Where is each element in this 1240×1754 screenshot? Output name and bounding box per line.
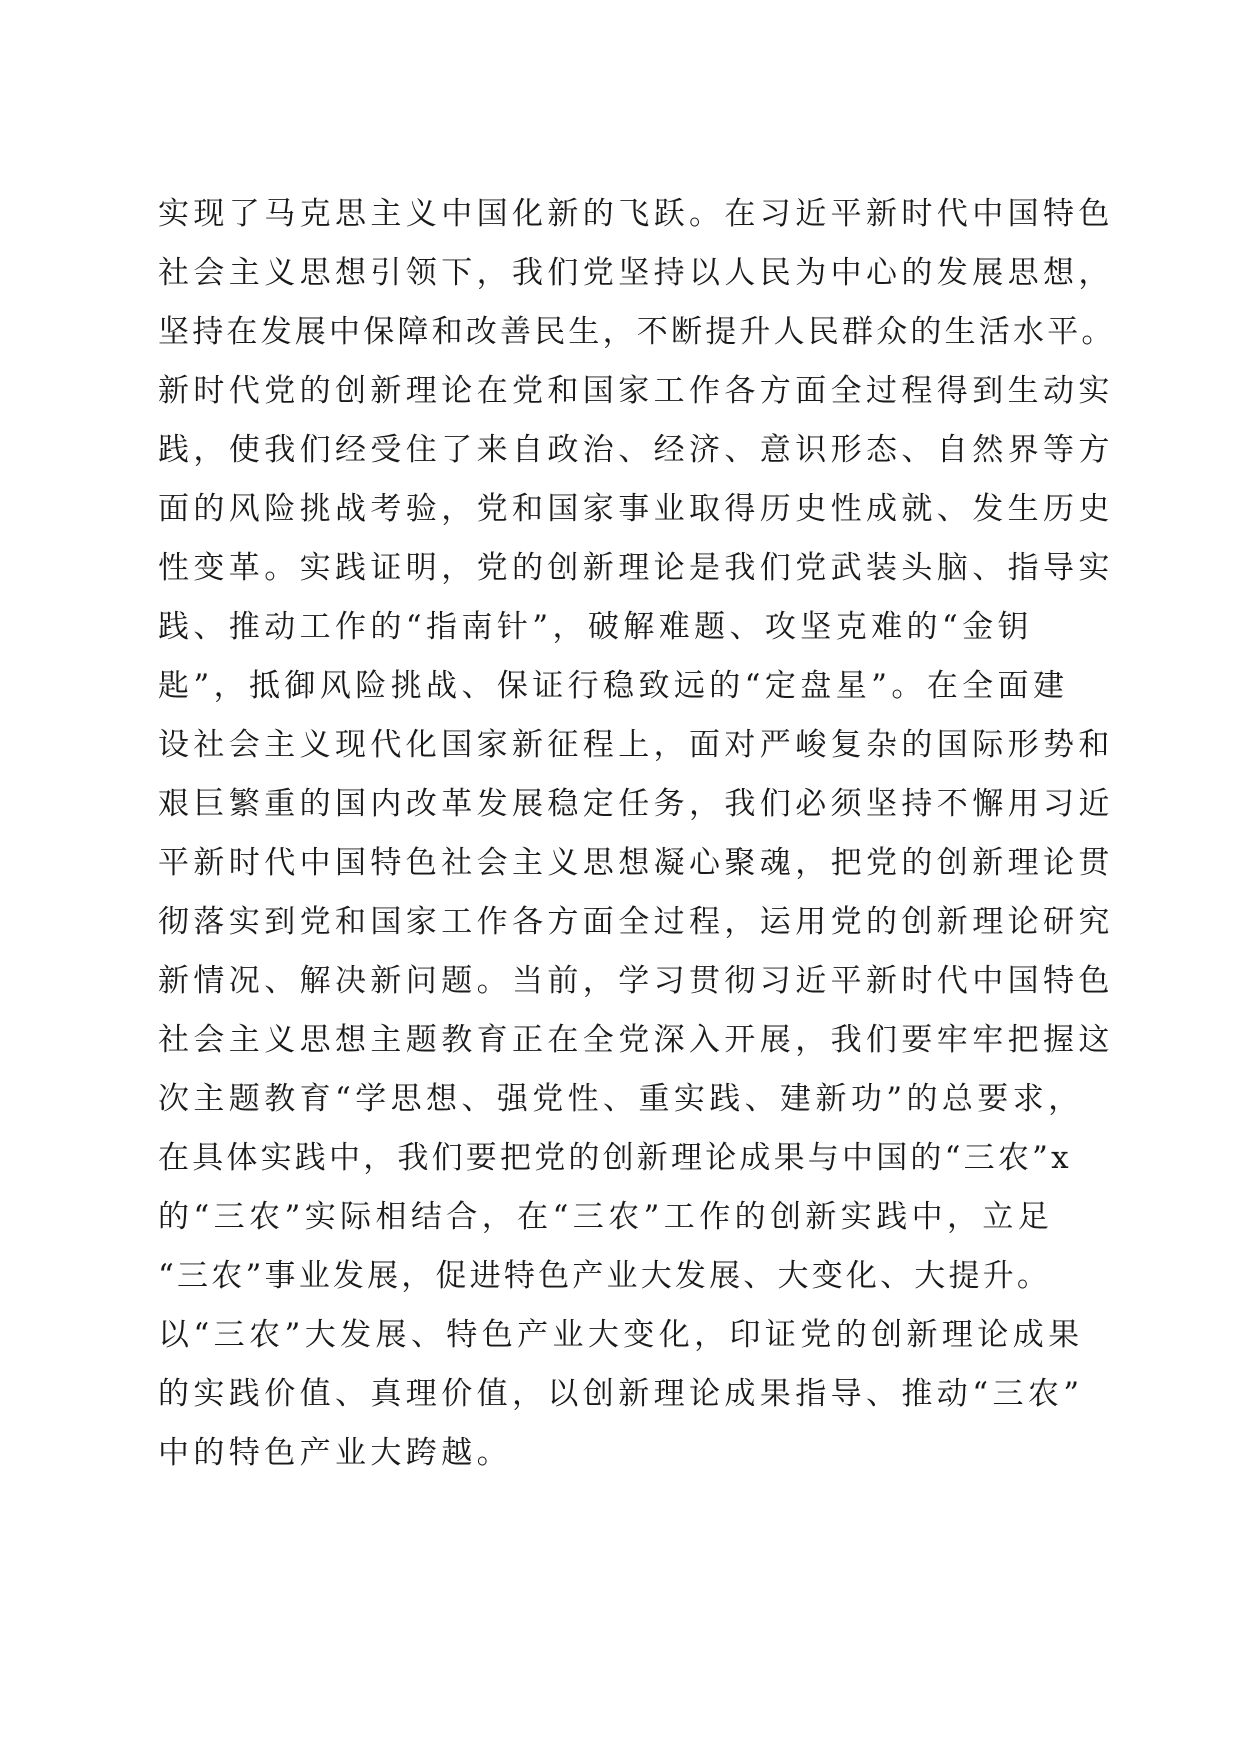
- text-line: 践、推动工作的“指南针”，破解难题、攻坚克难的“金钥: [158, 609, 1033, 645]
- text-line: 实现了马克思主义中国化新的飞跃。在习近平新时代中国特色: [158, 196, 1114, 232]
- text-line: “三农”事业发展，促进特色产业大发展、大变化、大提升。: [158, 1258, 1052, 1294]
- text-line: 新情况、解决新问题。当前，学习贯彻习近平新时代中国特色: [158, 963, 1114, 999]
- text-line: 新时代党的创新理论在党和国家工作各方面全过程得到生动实: [158, 373, 1114, 409]
- text-line: 面的风险挑战考验，党和国家事业取得历史性成就、发生历史: [158, 491, 1114, 527]
- text-line: 社会主义思想引领下，我们党坚持以人民为中心的发展思想，: [158, 255, 1114, 291]
- text-line: 匙”，抵御风险挑战、保证行稳致远的“定盘星”。在全面建: [158, 668, 1069, 704]
- body-text: [158, 185, 1116, 1483]
- text-line: 的实践价值、真理价值，以创新理论成果指导、推动“三农”: [158, 1376, 1084, 1412]
- text-line: 坚持在发展中保障和改善民生，不断提升人民群众的生活水平。: [158, 314, 1116, 350]
- text-line: 设社会主义现代化国家新征程上，面对严峻复杂的国际形势和: [158, 727, 1114, 763]
- text-line: 践，使我们经受住了来自政治、经济、意识形态、自然界等方: [158, 432, 1114, 468]
- text-line: 中的特色产业大跨越。: [158, 1435, 512, 1471]
- text-line: 彻落实到党和国家工作各方面全过程，运用党的创新理论研究: [158, 904, 1114, 940]
- text-line: 在具体实践中，我们要把党的创新理论成果与中国的“三农”x: [158, 1140, 1072, 1176]
- text-line: 社会主义思想主题教育正在全党深入开展，我们要牢牢把握这: [158, 1022, 1114, 1058]
- text-line: 艰巨繁重的国内改革发展稳定任务，我们必须坚持不懈用习近: [158, 786, 1114, 822]
- text-line: 以“三农”大发展、特色产业大变化，印证党的创新理论成果: [158, 1317, 1084, 1353]
- text-line: 性变革。实践证明，党的创新理论是我们党武装头脑、指导实: [158, 550, 1114, 586]
- text-line: 次主题教育“学思想、强党性、重实践、建新功”的总要求，: [158, 1081, 1084, 1117]
- text-line: 的“三农”实际相结合，在“三农”工作的创新实践中，立足: [158, 1199, 1054, 1235]
- text-line: 平新时代中国特色社会主义思想凝心聚魂，把党的创新理论贯: [158, 845, 1114, 881]
